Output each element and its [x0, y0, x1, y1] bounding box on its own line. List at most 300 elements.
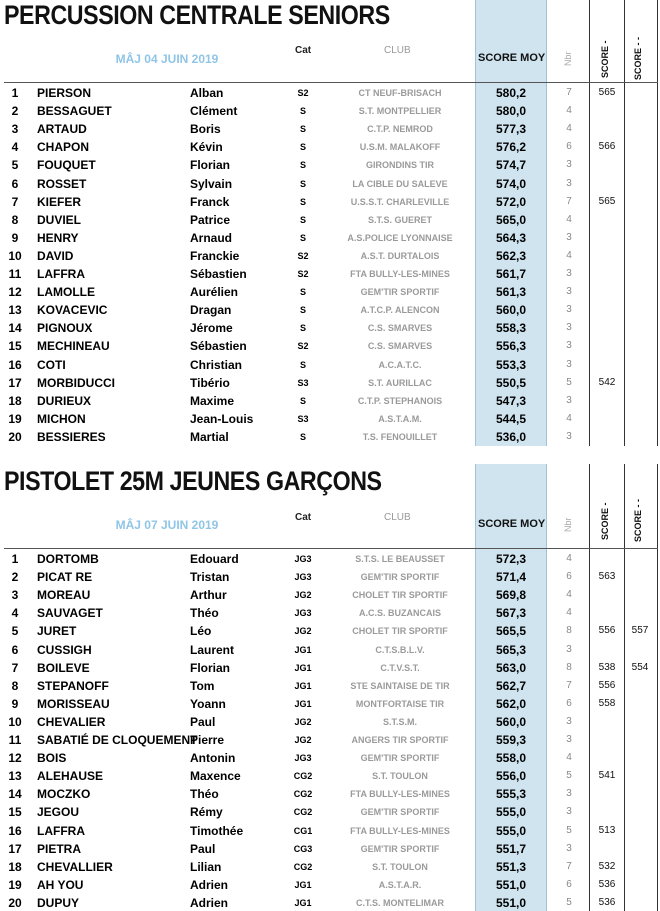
first-name-cell: Pierre — [190, 733, 225, 747]
club-cell: CHOLET TIR SPORTIF — [352, 590, 448, 601]
header-club: CLUB — [384, 512, 411, 523]
category-cell: S — [299, 323, 306, 334]
first-name-cell: Christian — [190, 357, 243, 372]
nbr-cell: 5 — [566, 896, 572, 908]
first-name-cell: Adrien — [190, 895, 229, 910]
rank-cell: 3 — [11, 122, 19, 137]
first-name-cell: Antonin — [190, 751, 236, 766]
header-score-1: SCORE - — [600, 40, 610, 78]
header-nbr: Nbr — [563, 517, 573, 532]
score-1-cell: 556 — [598, 625, 616, 637]
first-name-cell: Sylvain — [190, 176, 233, 191]
first-name-cell: Maxime — [190, 393, 235, 408]
score-moy-cell: 574,0 — [495, 176, 527, 191]
last-name-cell: HENRY — [37, 230, 79, 245]
last-name-cell: MOCZKO — [37, 787, 91, 802]
table-row — [0, 356, 660, 374]
last-name-cell: DORTOMB — [37, 552, 99, 566]
table-row — [0, 265, 660, 283]
score-moy-cell: 550,5 — [495, 375, 527, 390]
score-moy-cell: 558,0 — [495, 751, 527, 766]
rank-cell: 19 — [8, 877, 22, 892]
last-name-cell: JURET — [37, 624, 77, 639]
rank-cell: 8 — [11, 678, 19, 693]
rank-cell: 2 — [11, 104, 19, 119]
category-cell: S — [299, 287, 306, 298]
club-cell: C.S. SMARVES — [367, 341, 433, 352]
score-moy-cell: 571,4 — [495, 570, 527, 585]
score-moy-cell: 556,0 — [495, 769, 527, 784]
header-underline — [4, 548, 658, 549]
first-name-cell: Florian — [190, 660, 231, 675]
nbr-cell: 3 — [566, 394, 572, 406]
table-row — [0, 894, 660, 911]
nbr-cell: 3 — [566, 231, 572, 243]
nbr-cell: 3 — [566, 340, 572, 352]
club-cell: A.C.A.T.C. — [378, 359, 422, 370]
nbr-cell: 3 — [566, 430, 572, 442]
nbr-cell: 4 — [566, 607, 572, 619]
last-name-cell: ROSSET — [37, 176, 87, 191]
category-cell: S2 — [297, 341, 309, 352]
category-cell: CG2 — [293, 861, 313, 872]
table-row — [0, 374, 660, 392]
club-cell: GEM'TIR SPORTIF — [360, 287, 440, 298]
score-moy-cell: 569,8 — [495, 588, 527, 603]
nbr-cell: 7 — [566, 195, 572, 207]
table-row — [0, 604, 660, 622]
nbr-cell: 6 — [566, 697, 572, 709]
score-moy-cell: 574,7 — [495, 158, 527, 173]
score-1-cell: 563 — [598, 571, 616, 583]
category-cell: JG2 — [294, 626, 312, 637]
first-name-cell: Tom — [190, 678, 215, 693]
header-nbr: Nbr — [563, 51, 573, 66]
table-row — [0, 803, 660, 821]
header-cat: Cat — [295, 512, 312, 523]
nbr-cell: 3 — [566, 842, 572, 854]
last-name-cell: DURIEUX — [37, 393, 92, 408]
score-moy-cell: 553,3 — [495, 357, 527, 372]
nbr-cell: 7 — [566, 87, 572, 98]
first-name-cell: Lilian — [190, 859, 222, 874]
table-row — [0, 193, 660, 211]
rank-cell: 1 — [11, 552, 19, 566]
first-name-cell: Jean-Louis — [190, 411, 254, 426]
first-name-cell: Paul — [190, 714, 216, 729]
category-cell: S3 — [297, 413, 309, 424]
rank-cell: 9 — [11, 696, 19, 711]
last-name-cell: COTI — [37, 357, 66, 372]
score-2-cell: 554 — [631, 661, 649, 673]
category-cell: S — [299, 142, 306, 153]
last-name-cell: KOVACEVIC — [37, 303, 108, 318]
category-cell: JG3 — [294, 753, 312, 764]
category-cell: CG2 — [293, 807, 313, 818]
last-name-cell: AH YOU — [37, 877, 84, 892]
category-cell: S — [299, 359, 306, 370]
score-moy-cell: 555,0 — [495, 823, 527, 838]
nbr-cell: 4 — [566, 553, 572, 564]
nbr-cell: 3 — [566, 358, 572, 370]
score-1-cell: 556 — [598, 679, 616, 691]
last-name-cell: BESSAGUET — [37, 104, 112, 119]
rank-cell: 5 — [11, 624, 19, 639]
club-cell: FTA BULLY-LES-MINES — [350, 825, 450, 836]
rank-cell: 18 — [8, 393, 22, 408]
header-score-moy: SCORE MOY — [478, 518, 546, 530]
rank-cell: 4 — [11, 606, 19, 621]
last-name-cell: CHEVALLIER — [37, 859, 113, 874]
first-name-cell: Léo — [190, 624, 212, 639]
table-row — [0, 695, 660, 713]
table-row — [0, 840, 660, 858]
section-title: PERCUSSION CENTRALE SENIORS — [4, 0, 390, 30]
last-name-cell: MOREAU — [37, 588, 91, 603]
nbr-cell: 4 — [566, 412, 572, 424]
score-1-cell: 536 — [598, 878, 616, 890]
header-club: CLUB — [384, 45, 411, 56]
club-cell: A.T.C.P. ALENCON — [360, 305, 440, 316]
club-cell: GEM'TIR SPORTIF — [360, 572, 440, 583]
score-1-cell: 538 — [598, 661, 616, 673]
category-cell: S — [299, 395, 306, 406]
last-name-cell: LAMOLLE — [37, 285, 95, 300]
last-name-cell: PIETRA — [37, 841, 82, 856]
category-cell: S2 — [297, 88, 309, 98]
score-moy-cell: 560,0 — [495, 714, 527, 729]
category-cell: JG1 — [294, 662, 312, 673]
club-cell: S.T.S. LE BEAUSSET — [355, 554, 445, 564]
club-cell: STE SAINTAISE DE TIR — [350, 680, 450, 691]
table-row — [0, 749, 660, 767]
club-cell: A.S.T.A.R. — [378, 879, 422, 890]
club-cell: C.S. SMARVES — [367, 323, 433, 334]
score-1-cell: 542 — [598, 376, 616, 388]
rank-cell: 20 — [8, 895, 22, 910]
nbr-cell: 3 — [566, 177, 572, 189]
club-cell: A.S.T. DURTALOIS — [360, 250, 440, 261]
table-row — [0, 247, 660, 265]
category-cell: S — [299, 232, 306, 243]
table-row — [0, 568, 660, 586]
nbr-cell: 7 — [566, 860, 572, 872]
category-cell: S — [299, 178, 306, 189]
club-cell: S.T. AURILLAC — [368, 377, 432, 388]
nbr-cell: 3 — [566, 286, 572, 298]
category-cell: JG3 — [294, 572, 312, 583]
club-cell: C.T.P. STEPHANOIS — [357, 395, 443, 406]
nbr-cell: 4 — [566, 752, 572, 764]
score-moy-cell: 555,0 — [495, 805, 527, 820]
club-cell: C.T.S. MONTELIMAR — [356, 897, 444, 908]
score-moy-cell: 555,3 — [495, 787, 527, 802]
last-name-cell: PIGNOUX — [37, 321, 93, 336]
nbr-cell: 3 — [566, 304, 572, 316]
first-name-cell: Yoann — [190, 696, 226, 711]
nbr-cell: 5 — [566, 376, 572, 388]
rank-cell: 4 — [11, 140, 19, 155]
score-moy-cell: 561,7 — [495, 267, 527, 281]
table-row — [0, 102, 660, 120]
nbr-cell: 4 — [566, 105, 572, 117]
score-moy-cell: 572,3 — [495, 552, 527, 566]
header-underline — [4, 82, 658, 83]
first-name-cell: Boris — [190, 122, 221, 137]
club-cell: S.T.S. GUERET — [367, 214, 432, 225]
score-moy-cell: 580,2 — [495, 86, 527, 100]
last-name-cell: SAUVAGET — [37, 606, 103, 621]
first-name-cell: Théo — [190, 787, 219, 802]
table-row — [0, 659, 660, 677]
score-moy-cell: 576,2 — [495, 140, 527, 155]
score-moy-cell: 551,0 — [495, 877, 527, 892]
rank-cell: 12 — [8, 751, 22, 766]
score-1-cell: 566 — [598, 141, 616, 153]
table-row — [0, 138, 660, 156]
score-moy-cell: 547,3 — [495, 393, 527, 408]
rank-cell: 20 — [8, 429, 22, 444]
score-moy-cell: 565,3 — [495, 642, 527, 657]
first-name-cell: Théo — [190, 606, 219, 621]
table-row — [0, 283, 660, 301]
category-cell: S — [299, 196, 306, 207]
rank-cell: 17 — [8, 375, 22, 390]
table-row — [0, 319, 660, 337]
first-name-cell: Patrice — [190, 212, 231, 227]
nbr-cell: 3 — [566, 715, 572, 727]
rank-cell: 1 — [11, 86, 19, 100]
first-name-cell: Sébastien — [190, 267, 247, 281]
rank-cell: 16 — [8, 357, 22, 372]
section-percussion-centrale-seniors — [0, 0, 660, 446]
club-cell: C.T.P. NEMROD — [367, 124, 433, 135]
score-moy-cell: 564,3 — [495, 230, 527, 245]
club-cell: U.S.M. MALAKOFF — [359, 142, 441, 153]
category-cell: JG3 — [294, 554, 312, 564]
last-name-cell: MECHINEAU — [37, 339, 110, 354]
rank-cell: 6 — [11, 176, 19, 191]
category-cell: S2 — [297, 250, 309, 261]
category-cell: CG3 — [293, 843, 313, 854]
table-row — [0, 337, 660, 355]
score-moy-cell: 562,7 — [495, 678, 527, 693]
category-cell: S2 — [297, 269, 309, 279]
table-row — [0, 586, 660, 604]
club-cell: S.T. MONTPELLIER — [358, 106, 442, 117]
last-name-cell: BOIS — [37, 751, 67, 766]
rank-cell: 15 — [8, 339, 22, 354]
first-name-cell: Laurent — [190, 642, 235, 657]
score-moy-cell: 565,0 — [495, 212, 527, 227]
rank-cell: 18 — [8, 859, 22, 874]
last-name-cell: FOUQUET — [37, 158, 96, 173]
first-name-cell: Tibério — [190, 375, 230, 390]
rank-cell: 19 — [8, 411, 22, 426]
rank-cell: 13 — [8, 769, 22, 784]
table-row — [0, 876, 660, 894]
nbr-cell: 3 — [566, 788, 572, 800]
rank-cell: 9 — [11, 230, 19, 245]
table-row — [0, 677, 660, 695]
category-cell: JG1 — [294, 698, 312, 709]
first-name-cell: Edouard — [190, 552, 239, 566]
score-moy-cell: 572,0 — [495, 194, 527, 209]
club-cell: C.T.S.B.L.V. — [375, 644, 425, 655]
last-name-cell: SABATIÉ DE CLOQUEMENT — [37, 733, 198, 747]
score-moy-cell: 580,0 — [495, 104, 527, 119]
score-moy-cell: 559,3 — [495, 733, 527, 747]
first-name-cell: Franck — [190, 194, 230, 209]
first-name-cell: Jérome — [190, 321, 233, 336]
rank-cell: 16 — [8, 823, 22, 838]
club-cell: A.C.S. BUZANCAIS — [358, 608, 441, 619]
table-row — [0, 622, 660, 640]
club-cell: GIRONDINS TIR — [365, 160, 434, 171]
table-row — [0, 120, 660, 138]
table-row — [0, 641, 660, 659]
last-name-cell: CUSSIGH — [37, 642, 92, 657]
rank-cell: 5 — [11, 158, 19, 173]
last-name-cell: DAVID — [37, 248, 74, 263]
score-1-cell: 541 — [598, 770, 616, 782]
score-1-cell: 558 — [598, 697, 616, 709]
nbr-cell: 8 — [566, 661, 572, 673]
table-row — [0, 84, 660, 102]
rank-cell: 11 — [8, 267, 22, 281]
table-row — [0, 822, 660, 840]
header-score-2: SCORE - - — [633, 36, 643, 80]
score-1-cell: 532 — [598, 860, 616, 872]
first-name-cell: Maxence — [190, 769, 241, 784]
category-cell: S — [299, 214, 306, 225]
score-moy-cell: 567,3 — [495, 606, 527, 621]
rank-cell: 6 — [11, 642, 19, 657]
first-name-cell: Sébastien — [190, 339, 247, 354]
category-cell: JG1 — [294, 897, 312, 908]
category-cell: JG1 — [294, 644, 312, 655]
rank-cell: 11 — [8, 733, 22, 747]
score-moy-cell: 563,0 — [495, 660, 527, 675]
update-date: MÂJ 07 JUIN 2019 — [115, 518, 219, 532]
first-name-cell: Paul — [190, 841, 216, 856]
rank-cell: 13 — [8, 303, 22, 318]
header-score-2: SCORE - - — [633, 498, 643, 542]
last-name-cell: STEPANOFF — [37, 678, 109, 693]
last-name-cell: MORISSEAU — [37, 696, 110, 711]
nbr-cell: 6 — [566, 878, 572, 890]
rank-cell: 8 — [11, 212, 19, 227]
table-row — [0, 175, 660, 193]
score-moy-cell: 577,3 — [495, 122, 527, 137]
last-name-cell: CHEVALIER — [37, 714, 106, 729]
first-name-cell: Arnaud — [190, 230, 232, 245]
first-name-cell: Clément — [190, 104, 238, 119]
club-cell: GEM'TIR SPORTIF — [360, 753, 440, 764]
first-name-cell: Martial — [190, 429, 229, 444]
section-title: PISTOLET 25M JEUNES GARÇONS — [4, 466, 382, 496]
last-name-cell: PICAT RE — [37, 570, 93, 585]
table-row — [0, 428, 660, 446]
category-cell: JG3 — [294, 608, 312, 619]
rank-cell: 14 — [8, 787, 22, 802]
club-cell: FTA BULLY-LES-MINES — [350, 269, 450, 279]
category-cell: JG2 — [294, 735, 312, 745]
nbr-cell: 8 — [566, 625, 572, 637]
score-moy-cell: 544,5 — [495, 411, 527, 426]
score-moy-cell: 551,0 — [495, 895, 527, 910]
table-row — [0, 211, 660, 229]
table-row — [0, 410, 660, 428]
rank-cell: 14 — [8, 321, 22, 336]
first-name-cell: Franckie — [190, 248, 240, 263]
score-moy-cell: 551,7 — [495, 841, 527, 856]
nbr-cell: 5 — [566, 770, 572, 782]
score-moy-cell: 562,3 — [495, 248, 527, 263]
table-row — [0, 550, 660, 568]
score-moy-cell: 551,3 — [495, 859, 527, 874]
score-moy-cell: 536,0 — [495, 429, 527, 444]
last-name-cell: DUPUY — [37, 895, 80, 910]
last-name-cell: LAFFRA — [37, 267, 85, 281]
last-name-cell: ALEHAUSE — [37, 769, 104, 784]
category-cell: JG2 — [294, 716, 312, 727]
first-name-cell: Tristan — [190, 570, 230, 585]
rank-cell: 7 — [11, 194, 19, 209]
table-row — [0, 767, 660, 785]
club-cell: A.S.POLICE LYONNAISE — [347, 232, 453, 243]
first-name-cell: Alban — [190, 86, 224, 100]
rank-cell: 10 — [8, 248, 22, 263]
table-row — [0, 301, 660, 319]
score-2-cell: 557 — [631, 625, 649, 637]
category-cell: JG2 — [294, 590, 312, 601]
nbr-cell: 3 — [566, 268, 572, 279]
table-row — [0, 156, 660, 174]
first-name-cell: Timothée — [190, 823, 244, 838]
nbr-cell: 5 — [566, 824, 572, 836]
nbr-cell: 3 — [566, 806, 572, 818]
first-name-cell: Rémy — [190, 805, 223, 820]
club-cell: U.S.S.T. CHARLEVILLE — [350, 196, 450, 207]
score-moy-cell: 556,3 — [495, 339, 527, 354]
rank-cell: 15 — [8, 805, 22, 820]
club-cell: GEM'TIR SPORTIF — [360, 807, 440, 818]
score-1-cell: 565 — [598, 87, 616, 98]
rank-cell: 12 — [8, 285, 22, 300]
category-cell: S — [299, 160, 306, 171]
club-cell: ANGERS TIR SPORTIF — [351, 735, 449, 745]
score-moy-cell: 561,3 — [495, 285, 527, 300]
club-cell: T.S. FENOUILLET — [362, 431, 438, 442]
club-cell: S.T. TOULON — [372, 861, 428, 872]
nbr-cell: 4 — [566, 213, 572, 225]
last-name-cell: PIERSON — [37, 86, 92, 100]
club-cell: C.T.V.S.T. — [380, 662, 420, 673]
club-cell: FTA BULLY-LES-MINES — [350, 789, 450, 800]
rank-cell: 10 — [8, 714, 22, 729]
score-moy-cell: 562,0 — [495, 696, 527, 711]
table-row — [0, 713, 660, 731]
nbr-cell: 3 — [566, 322, 572, 334]
section-pistolet-25m-jeunes-garcons — [0, 464, 660, 911]
last-name-cell: KIEFER — [37, 194, 82, 209]
nbr-cell: 6 — [566, 571, 572, 583]
nbr-cell: 4 — [566, 589, 572, 601]
score-1-cell: 513 — [598, 824, 616, 836]
table-row — [0, 858, 660, 876]
last-name-cell: MICHON — [37, 411, 86, 426]
